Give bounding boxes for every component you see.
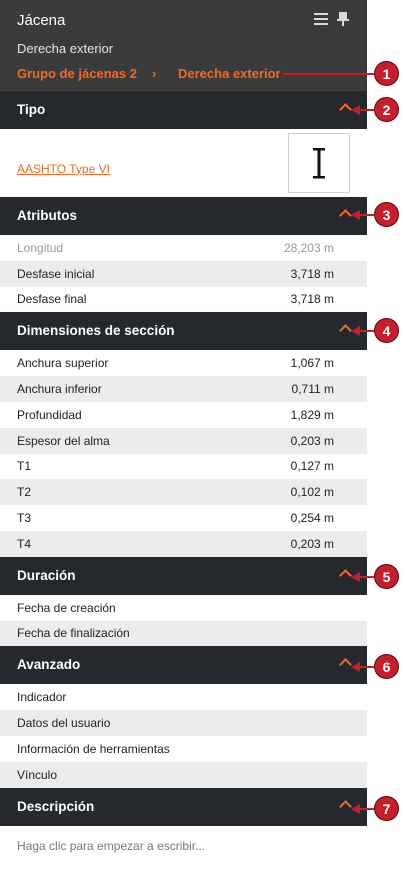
property-label: Indicador (17, 690, 67, 705)
section-header-tipo[interactable] (0, 91, 367, 129)
breadcrumb-item-current[interactable]: Derecha exterior (178, 66, 281, 81)
property-value[interactable]: 3,718 m (290, 292, 334, 307)
property-row[interactable] (0, 505, 367, 531)
property-row[interactable] (0, 621, 367, 647)
panel-header (0, 0, 367, 91)
callout-line (358, 666, 374, 668)
property-label: Anchura superior (17, 356, 109, 371)
avanzado-list (0, 684, 367, 787)
callout-badge-6: 6 (374, 654, 399, 679)
property-row[interactable] (0, 762, 367, 788)
property-label: Longitud (17, 240, 64, 255)
chevron-up-icon[interactable] (339, 569, 352, 582)
chevron-up-icon[interactable] (339, 209, 352, 222)
property-row[interactable] (0, 479, 367, 505)
breadcrumb-separator-icon: › (152, 66, 157, 81)
chevron-up-icon[interactable] (339, 800, 352, 813)
property-value[interactable]: 1,829 m (290, 407, 334, 422)
callout-line (358, 109, 374, 111)
description-field[interactable]: Haga clic para empezar a escribir... (17, 838, 206, 853)
property-row-desfase-final[interactable] (0, 287, 367, 313)
profile-type-link[interactable]: AASHTO Type VI (17, 162, 110, 176)
section-title: Descripción (17, 798, 95, 814)
property-row[interactable] (0, 736, 367, 762)
callout-line (358, 330, 374, 332)
chevron-up-icon[interactable] (339, 325, 352, 338)
property-label: T2 (17, 485, 32, 500)
property-label: Desfase inicial (17, 266, 95, 281)
section-title: Tipo (17, 102, 46, 117)
property-value[interactable]: 0,711 m (291, 382, 334, 397)
property-value[interactable]: 0,254 m (290, 511, 334, 526)
property-label: Fecha de creación (17, 600, 116, 615)
section-title: Duración (17, 567, 76, 583)
property-row[interactable] (0, 376, 367, 402)
property-row-longitud (0, 235, 367, 261)
duracion-list (0, 595, 367, 647)
panel-subtitle: Derecha exterior (17, 41, 114, 56)
chevron-up-icon[interactable] (339, 103, 352, 116)
property-value: 28,203 m (283, 240, 334, 255)
section-header-descripcion[interactable] (0, 788, 367, 826)
property-label: Datos del usuario (17, 716, 111, 731)
callout-line (358, 576, 374, 578)
property-row[interactable] (0, 684, 367, 710)
pin-icon[interactable] (337, 12, 349, 26)
property-label: T1 (17, 459, 32, 474)
callout-badge-1: 1 (374, 61, 399, 86)
panel-title: Jácena (17, 12, 66, 29)
property-row-desfase-inicial[interactable] (0, 261, 367, 287)
callout-badge-5: 5 (374, 564, 399, 589)
section-header-dimensiones[interactable] (0, 312, 367, 350)
property-value[interactable]: 0,203 m (290, 433, 334, 448)
breadcrumb-item-group[interactable]: Grupo de jácenas 2 (17, 66, 137, 81)
dimensiones-list (0, 350, 367, 556)
property-label: Información de herramientas (17, 741, 170, 756)
section-title: Atributos (17, 208, 77, 223)
property-value[interactable]: 0,203 m (290, 536, 334, 551)
header-actions (314, 12, 349, 26)
callout-line (358, 808, 374, 810)
property-row[interactable] (0, 595, 367, 621)
property-row[interactable] (0, 454, 367, 480)
property-label: T3 (17, 511, 32, 526)
callout-badge-2: 2 (374, 97, 399, 122)
property-label: Fecha de finalización (17, 626, 130, 641)
callout-badge-7: 7 (374, 796, 399, 821)
property-value[interactable]: 1,067 m (290, 356, 334, 371)
section-header-avanzado[interactable] (0, 646, 367, 684)
tipo-content (0, 129, 367, 197)
property-value[interactable]: 0,102 m (290, 485, 334, 500)
property-row[interactable] (0, 710, 367, 736)
atributos-list (0, 235, 367, 312)
property-row[interactable] (0, 350, 367, 376)
chevron-up-icon[interactable] (339, 658, 352, 671)
property-label: T4 (17, 536, 32, 551)
property-value[interactable]: 0,127 m (290, 459, 334, 474)
callout-line (282, 73, 374, 75)
callout-line (358, 214, 374, 216)
property-row[interactable] (0, 428, 367, 454)
section-header-atributos[interactable] (0, 197, 367, 235)
property-label: Desfase final (17, 292, 87, 307)
section-title: Avanzado (17, 657, 81, 673)
i-beam-icon (289, 134, 349, 192)
property-label: Espesor del alma (17, 433, 110, 448)
section-header-duracion[interactable] (0, 557, 367, 595)
property-label: Vínculo (17, 767, 58, 782)
callout-badge-3: 3 (374, 202, 399, 227)
section-title: Dimensiones de sección (17, 323, 175, 339)
property-row[interactable] (0, 531, 367, 557)
property-value[interactable]: 3,718 m (290, 266, 334, 281)
profile-thumbnail[interactable] (288, 133, 350, 193)
hamburger-menu-icon[interactable] (314, 13, 328, 25)
property-row[interactable] (0, 402, 367, 428)
property-label: Anchura inferior (17, 382, 102, 397)
callout-badge-4: 4 (374, 318, 399, 343)
property-label: Profundidad (17, 407, 82, 422)
